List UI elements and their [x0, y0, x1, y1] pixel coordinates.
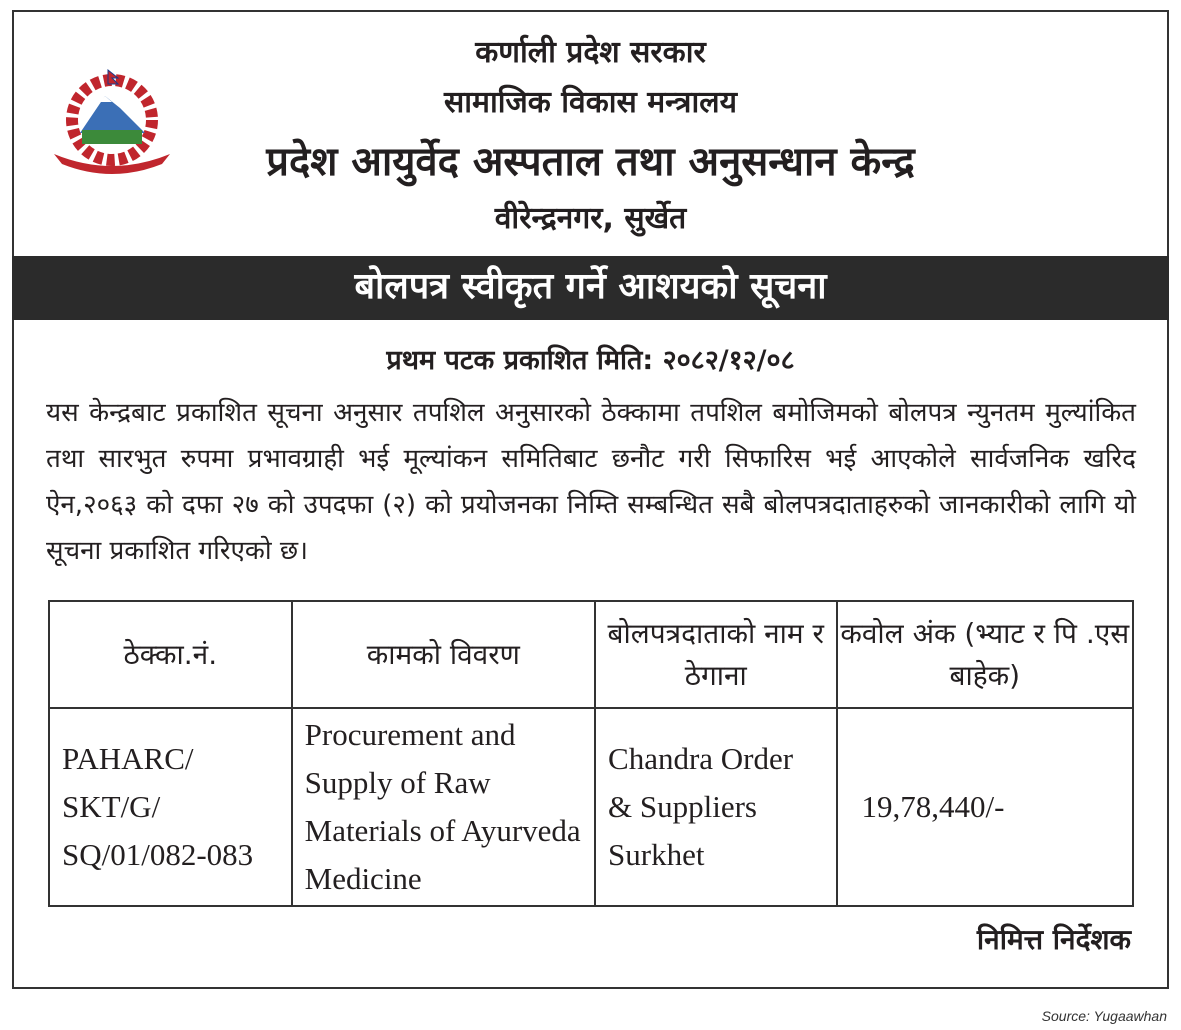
- notice-body: यस केन्द्रबाट प्रकाशित सूचना अनुसार तपशिल अनुसारको ठेक्कामा तपशिल बमोजिमको बोलपत्र न्युनतम मुल्यांकित तथा सारभुत रुपमा प्रभावग्राही भई मूल्यांकन समितिबाट छनौट गरी सिफारिस भई आएकोले सार्वजनिक खरिद ऐन,२०६३ को दफा २७ को उपदफा (२) को प्रयोजनका निम्ति सम्बन्धित सबै बोलपत्रदाताहरुको जानकारीको लागि यो सूचना प्रकाशित गरिएको छ।: [46, 398, 1136, 566]
- notice-title-banner: बोलपत्र स्वीकृत गर्ने आशयको सूचना: [12, 256, 1169, 320]
- cell-description: Procurement and Supply of Raw Materials of Ayurveda Medicine: [292, 708, 595, 906]
- ministry-name: सामाजिक विकास मन्त्रालय: [443, 85, 738, 120]
- cell-amount: 19,78,440/-: [837, 708, 1133, 906]
- header-amount: कवोल अंक (भ्याट र पि .एस बाहेक): [837, 601, 1133, 708]
- published-date: प्रथम पटक प्रकाशित मिति: २०८२/१२/०८: [386, 345, 795, 376]
- organization-title: प्रदेश आयुर्वेद अस्पताल तथा अनुसन्धान केन्द्र: [266, 139, 915, 185]
- province-name: कर्णाली प्रदेश सरकार: [475, 35, 706, 70]
- header-bidder: बोलपत्रदाताको नाम र ठेगाना: [595, 601, 837, 708]
- signature: निमित्त निर्देशक: [976, 923, 1131, 956]
- source-credit: Source: Yugaawhan: [1041, 1008, 1167, 1024]
- cell-contract-no: PAHARC/ SKT/G/ SQ/01/082-083: [49, 708, 292, 906]
- organization-location: वीरेन्द्रनगर, सुर्खेत: [494, 201, 687, 236]
- bid-table: [48, 600, 1134, 907]
- header-contract-no: ठेक्का.नं.: [49, 601, 292, 708]
- table-row: [49, 708, 1133, 906]
- table-header-row: [49, 601, 1133, 708]
- header-description: कामको विवरण: [292, 601, 595, 708]
- cell-bidder: Chandra Order & Suppliers Surkhet: [595, 708, 837, 906]
